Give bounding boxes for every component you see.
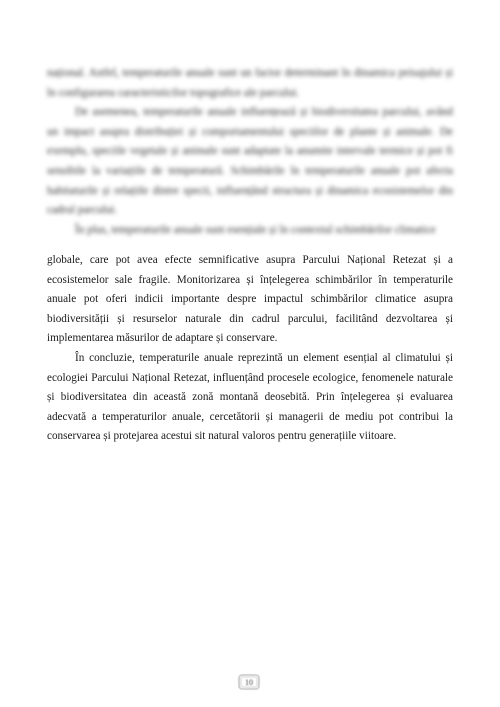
body-paragraph: În concluzie, temperaturile anuale reprezintă un element esențial al climatului și ecologiei Parcului Național Retezat, influențând procesele ecologice, fenomenele naturale și biodiversitatea din această zonă montană deosebită. Prin înțelegerea și evaluarea adecvată a temperaturilor anuale, cercetătorii și managerii de mediu pot contribui la conservarea și protejarea acestui sit natural valoros pentru generațiile viitoare. bbox=[47, 351, 453, 443]
blurred-text-section bbox=[47, 64, 453, 240]
blurred-paragraph: De asemenea, temperaturile anuale influențează și biodiversitatea parcului, având un impact asupra distribuției și comportamentului speciilor de plante și animale. De exemplu, speciile vegetale și animale sunt adaptate la anumite intervale termice și pot fi sensibile la variațiile de temperatură. Schimbările în temperaturile anuale pot afecta habitaturile și relațiile dintre specii, influențând structura și dinamica ecosistemelor din cadrul parcului. bbox=[47, 106, 453, 217]
body-paragraph: globale, care pot avea efecte semnificative asupra Parcului Național Retezat și a ecosistemelor sale fragile. Monitorizarea și înțelegerea schimbărilor în temperaturile anuale pot oferi indicii importante despre impactul schimbărilor climatice asupra biodiversității și resurselor naturale din cadrul parcului, facilitând dezvoltarea și implementarea măsurilor de adaptare și conservare. bbox=[47, 254, 453, 345]
readable-text-section bbox=[47, 251, 453, 447]
blurred-paragraph: național. Astfel, temperaturile anuale sunt un factor determinant în dinamica peisajului și în configurarea caracteristicilor topografice ale parcului. bbox=[47, 67, 453, 99]
page-number-ornament bbox=[237, 673, 261, 691]
blurred-paragraph: În plus, temperaturile anuale sunt esențiale și în contextul schimbărilor climatice bbox=[75, 223, 436, 236]
page-number: 10 bbox=[245, 677, 253, 687]
